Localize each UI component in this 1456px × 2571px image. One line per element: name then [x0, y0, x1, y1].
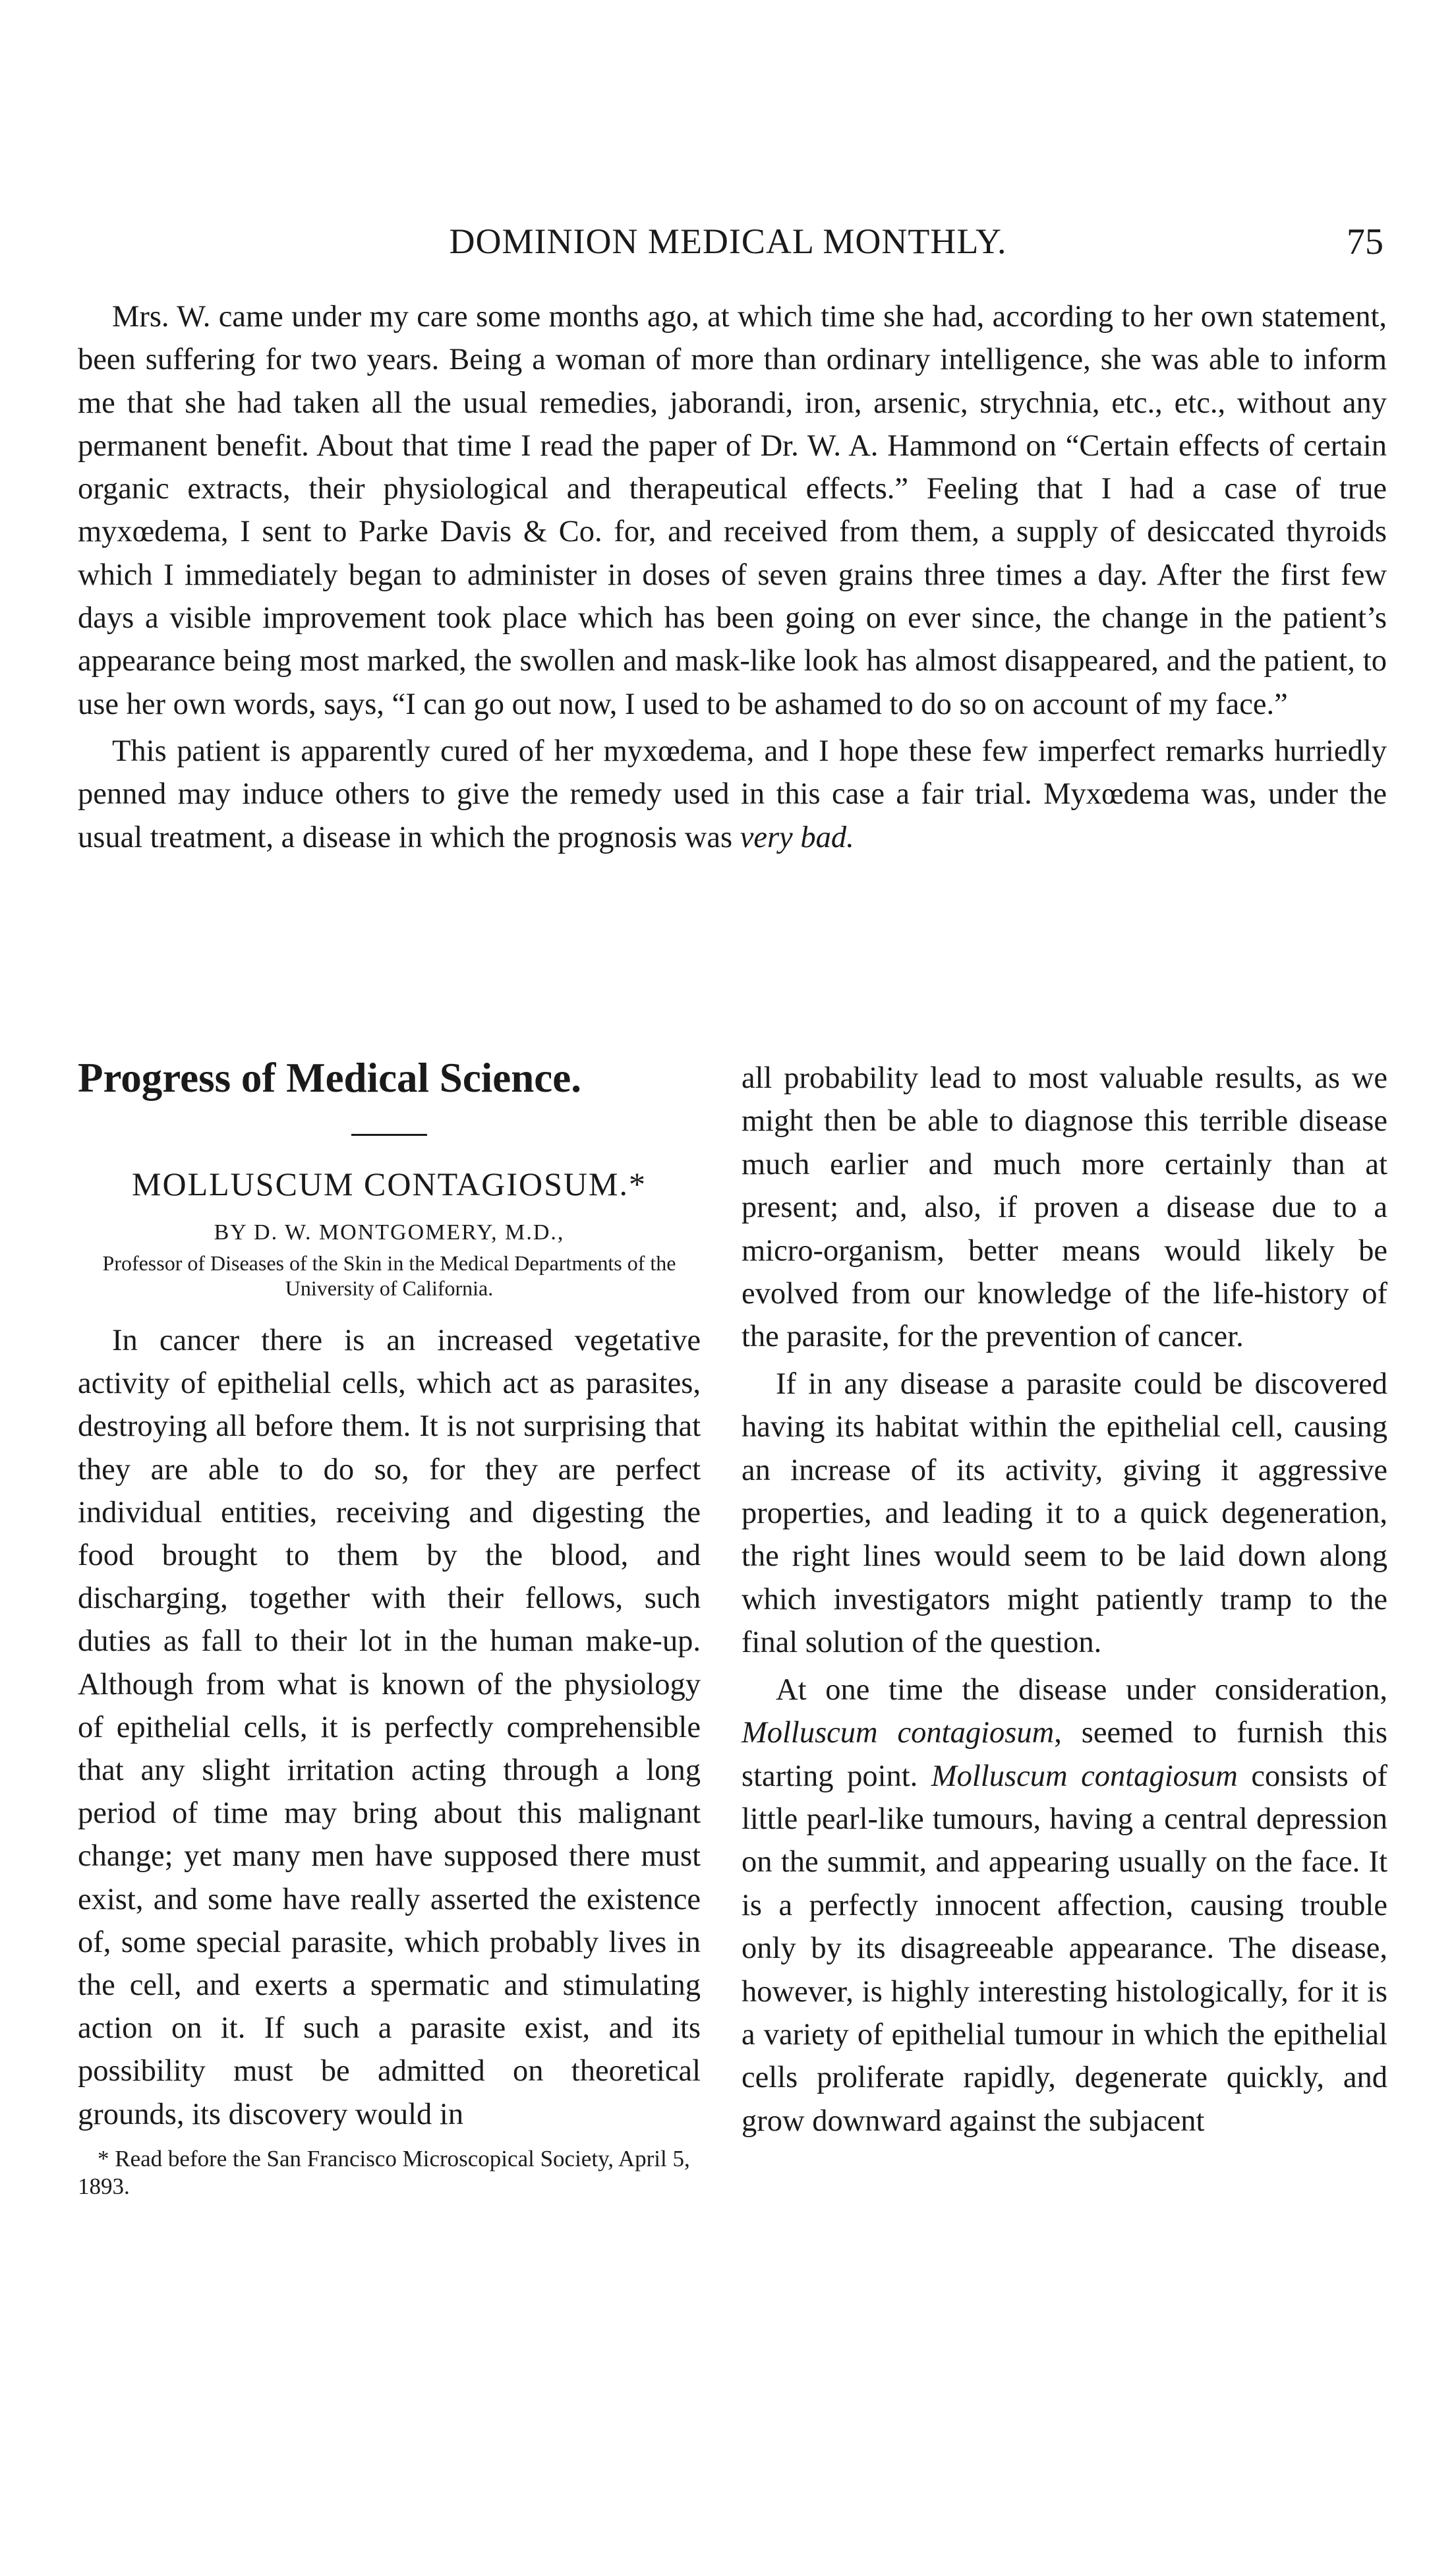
lead-paragraph-1: Mrs. W. came under my care some months ago, at which time she had, according to her own statement, been suffering for two years. Being a woman of more than ordinary intelligence, she was able to inform me that she had taken all the usual remedies, jaborandi, iron, arsenic, strychnia, etc., etc., without any permanent benefit. About that time I read the paper of Dr. W. A. Hammond on “Certain effects of certain organic extracts, their physiological and therapeutical effects.” Feeling that I had a case of true myxœdema, I sent to Parke Davis & Co. for, and received from them, a supply of desiccated thyroids which I immediately began to administer in doses of seven grains three times a day. After the first few days a visible improvement took place which has been going on ever since, the change in the patient’s appearance being most marked, the swollen and mask-like look has almost disappeared, and the patient, to use her own words, says, “I can go out now, I used to be ashamed to do so on account of my face.” [78, 300, 1387, 721]
journal-title: DOMINION MEDICAL MONTHLY. [449, 222, 1007, 261]
heading-rule [351, 1134, 427, 1136]
paragraph-3-text-b: , seemed to furnish this starting point. [742, 1716, 1387, 1793]
article-paragraph-continued: all probability lead to most valuable results, as we might then be able to diagnose this terrible disease much earlier and much more certainly than at present; and, also, if proven a disease due to a micro-organism, better means would likely be evolved from our knowledge of the life-history of the parasite, for the prevention of cancer. [742, 1061, 1387, 1354]
disease-name-italic: Molluscum contagiosum [742, 1716, 1055, 1750]
paragraph-3-text-a: At one time the disease under consideration, [776, 1672, 1387, 1707]
article-byline: BY D. W. MONTGOMERY, M.D., [214, 1220, 565, 1245]
article-paragraph-2: If in any disease a parasite could be discovered having its habitat within the epithelial cell, causing an increase of its activity, giving it aggressive properties, and leading it to a quick degeneration, the right lines would seem to be laid down along which investigators might patiently tramp to the final solution of the question. [742, 1367, 1387, 1660]
section-heading: Progress of Medical Science. [78, 1055, 581, 1101]
article-paragraph-1: In cancer there is an increased vegetative activity of epithelial cells, which act as parasites, destroying all before them. It is not surprising that they are able to do so, for they are perfect individual entities, receiving and digesting the food brought to them by the blood, and discharging, together with their fellows, such duties as fall to their lot in the human make-up. Although from what is known of the physiology of epithelial cells, it is perfectly comprehensible that any slight irritation acting through a long period of time may bring about this malignant change; yet many men have supposed there must exist, and some have really asserted the existence of, some special parasite, which probably lives in the cell, and exerts a spermatic and stimulating action on it. If such a parasite exist, and its possibility must be admitted on theoretical grounds, its discovery would in [78, 1324, 701, 2131]
lead-paragraph-2 [78, 730, 1387, 859]
paragraph-3-text-c: consists of little pearl-like tumours, having a central depression on the summit, and appearing usually on the face. It is a perfectly innocent affection, causing trouble only by its disagreeable appearance. The disease, however, is highly interesting histologically, for it is a variety of epithelial tumour in which the epithelial cells proliferate rapidly, degenerate quickly, and grow downward against the subjacent [742, 1759, 1388, 2138]
article-paragraph-3 [742, 1669, 1387, 2142]
left-column [78, 1051, 701, 2201]
running-header [0, 221, 1456, 280]
lead-text [78, 295, 1387, 859]
page-number: 75 [1347, 222, 1383, 262]
lead-paragraph-2-text: This patient is apparently cured of her myxœdema, and I hope these few imperfect remarks hurriedly penned may induce others to give the remedy used in this case a fair trial. Myxœdema was, under the usual treatment, a disease in which the prognosis was [78, 734, 1387, 854]
footnote: * Read before the San Francisco Microscopical Society, April 5, 1893. [78, 2145, 690, 2199]
article-title: MOLLUSCUM CONTAGIOSUM.* [132, 1166, 647, 1202]
lead-paragraph-2-emphasis: very bad. [740, 820, 854, 854]
right-column [742, 1057, 1387, 2142]
disease-name-italic-2: Molluscum contagiosum [931, 1759, 1238, 1793]
author-affiliation: Professor of Diseases of the Skin in the Medical Departments of the University of California. [102, 1251, 676, 1300]
article-body-left [78, 1319, 701, 2136]
